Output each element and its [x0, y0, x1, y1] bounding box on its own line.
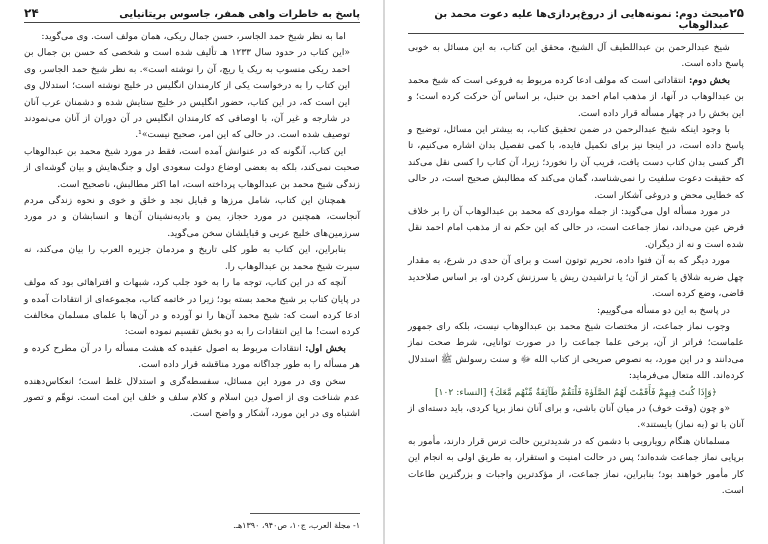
part-one-paragraph	[24, 341, 360, 374]
right-page	[384, 0, 768, 544]
paragraph: شیخ عبدالرحمن بن عبداللطیف آل الشیخ، محقق این کتاب، به این مسائل به خوبی پاسخ داده است.	[408, 42, 744, 70]
right-page-body	[408, 40, 744, 499]
footnote-divider	[250, 513, 360, 514]
paragraph: سخن وی در مورد این مسائل، سفسطه‌گری و استدلال غلط است؛ انعکاس‌دهنده عدم شناخت وی از اصول دین اسلام و کلام سلف و خلف این امت است. نوهّم و تصور اشتباه وی در این مورد، آشکار و واضح است.	[24, 375, 360, 420]
footnote: ۱- مجلة العرب، ج۱۰، ص۹۴۰، ۱۳۹۰هـ.	[233, 521, 360, 530]
running-title: پاسخ به خاطرات واهی همفر، جاسوس بریتانیایی	[119, 9, 360, 20]
paragraph: مورد دیگر که به آن فتوا داده، تحریم توتون است و برای آن حدی در شرع، به مقدار چهل ضربه شلاق یا کمتر از آن؛ یا تراشیدن ریش یا سرزنش کردن او، بر اساس صلاحدید قاضی، وضع کرده است.	[408, 255, 744, 300]
part-two-label: بخش دوم:	[688, 74, 731, 86]
paragraph: اما به نظر شیخ حمد الجاسر، حسن جمال ریکی، همان مولف است. وی می‌گوید:	[41, 31, 346, 42]
part-one-text: انتقادات مربوط به اصول عقیده که هشت مسأله را در آن مطرح کرده و هر مسأله را به طور جداگانه مورد مناقشه قرار داده است.	[24, 342, 360, 371]
verse-translation: «و چون (وقت خوف) در میان آنان باشی، و برای آنان نماز برپا کردی، باید دسته‌ای از آنان با تو (به نماز) بایستند».	[408, 402, 744, 431]
running-title: مبحث دوم: نمونه‌هایی از دروغ‌پردازی‌ها علیه دعوت محمد بن عبدالوهاب	[434, 9, 730, 31]
paragraph: بنابراین، این کتاب به طور کلی تاریخ و مردمان جزیره العرب را بیان می‌کند، نه سیرت شیخ محمد بن عبدالوهاب را.	[24, 244, 360, 272]
part-one-label: بخش اول:	[305, 342, 346, 354]
paragraph: این کتاب، آنگونه که در عنوانش آمده است، فقط در مورد شیخ محمد بن عبدالوهاب صحبت نمی‌کند، بلکه به بعضی اوضاع دولت سعودی اول و جنگ‌هایش و بیان گوشه‌ای از زندگی شیخ محمد بن عبدالوهاب پرداخته است، اما اکثر مطالبش، ناصحیح است.	[24, 145, 360, 190]
paragraph: وجوب نماز جماعت، از مختصات شیخ محمد بن عبدالوهاب نیست، بلکه رای جمهور علماست؛ فراتر از آن، برخی علما جماعت را در صورت توانایی، شرط صحت نماز می‌دانند و در این مورد، به نصوص صریحی از کتاب الله ﷻ و سنت رسولش ﷺ استدلال کرده‌اند. الله متعال می‌فرماید:	[408, 320, 744, 382]
left-page-body	[24, 29, 360, 423]
paragraph: با وجود اینکه شیخ عبدالرحمن در ضمن تحقیق کتاب، به بیشتر این مسائل، توضیح و پاسخ داده است، در اینجا نیز برای تکمیل فایده، با کمی تفصیل بدان اشاره می‌کنیم، تا اگر کسی بدان کتاب دست یافت، فریب آن را نخورد؛ زیرا، آن کتاب را کسی نقل می‌کند که حقیقت دعوت سلفیت را نمی‌شناسد، گمان می‌کند که مطالبش صحیح است، در حالی که خطایی محض و دروغی آشکار است.	[408, 124, 744, 201]
paragraph: همچنان این کتاب، شامل مرزها و قبایل نجد و خلق و خوی و نحوه زندگی مردم آنجاست، همچنین در مورد حجاز، یمن و بادیه‌نشینان آن‌ها و انسابشان و در مورد سرزمین‌های خلیج عربی و قبایلشان سخن می‌گوید.	[24, 195, 360, 239]
right-page-header	[408, 6, 744, 34]
paragraph: آنچه که در این کتاب، توجه ما را به خود جلب کرد، شبهات و افتراهائی بود که مولف در پایان کتاب بر شیخ محمد بسته بود؛ زیرا در خاتمه کتاب، مجموعه‌ای از انتقادات آمده و ادعا کرده است که: شیخ محمد آن‌ها را نو آورده و در آن‌ها با علمای مسلمان مخالفت کرده است! ما این انتقادات را به دو بخش تقسیم نموده است:	[24, 277, 360, 338]
quote-paragraph: «این کتاب در حدود سال ۱۲۳۳ هـ تألیف شده است و شخصی که حسن بن جمال بن احمد ریکی منسوب به ریک یا ریچ، آن را نوشته است». به نظر شیخ حمد الجاسر، وی این کتاب را به درخواست یکی از کارمندان انگلیس در خلیج نوشته است؛ استدلال وی این است که، در این کتاب، حضور انگلیس در خلیج ستایش شده و دشمنان عرب آنان در شارجه و غیر آن، با اوصافی که کارمندان انگلیس در آن دوران از آنان می‌نمودند توصیف شده است. در حالی که این امر، صحیح نیست»¹.	[24, 47, 350, 141]
paragraph: در پاسخ به این دو مسأله می‌گوییم:	[596, 304, 730, 316]
paragraph: مسلمانان هنگام رویارویی با دشمن که در شدیدترین حالت ترس قرار دارند، مأمور به برپایی نماز جماعت شده‌اند؛ پس در حالت امنیت و استقرار، به طریق اولی به انجام این کار مأمور خواهند بود؛ بنابراین، نماز جماعت، از مؤکدترین واجبات و بزرگترین طاعات است.	[408, 435, 744, 496]
left-page-header	[24, 6, 360, 23]
part-two-paragraph	[408, 73, 744, 122]
paragraph: در مورد مسأله اول می‌گوید: از جمله مواردی که محمد بن عبدالوهاب آن را بر خلاف فرض عین می‌داند، نماز جماعت است، در حالی که این حکم نه از مذهب امام احمد نقل شده است و نه از دیگران.	[408, 206, 744, 250]
page-number: ۲۴	[24, 6, 39, 20]
part-two-text: انتقاداتی است که مولف ادعا کرده مربوط به فروعی است که شیخ محمد بن عبدالوهاب در آنها، از مذهب امام احمد بن حنبل، بر اساس آن حرکت کرده است؛ و این بخش را در چهار مسأله قرار داده است.	[408, 74, 744, 119]
quran-verse: ﴿وَإِذَا كُنتَ فِيهِمْ فَأَقَمْتَ لَهُمُ الصَّلَوٰةَ فَلْتَقُمْ طَآئِفَةٌ مِّنْهُم مَّعَكَ﴾ [النساء: ۱۰۲]	[434, 386, 718, 398]
page-number: ۲۵	[729, 6, 744, 20]
